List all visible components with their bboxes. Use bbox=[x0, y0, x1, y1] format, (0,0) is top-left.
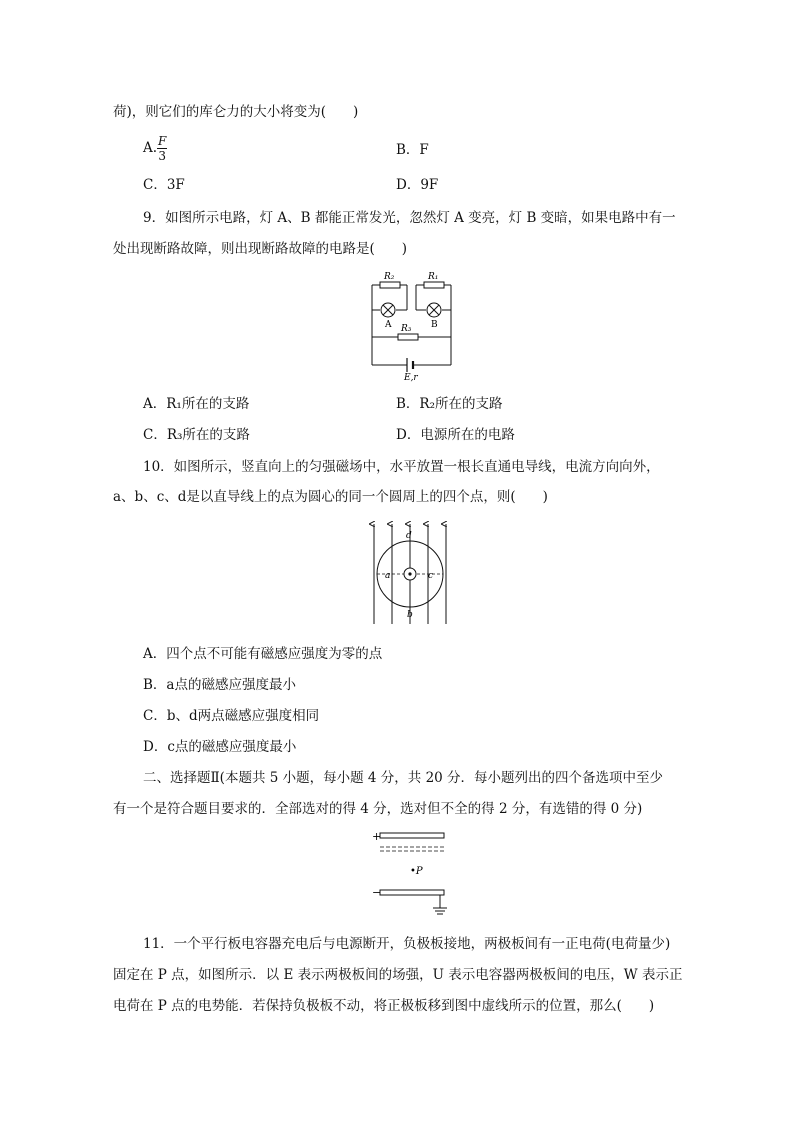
positive-plate bbox=[380, 833, 444, 838]
q9-stem-line2: 处出现断路故障，则出现断路故障的电路是( ) bbox=[113, 241, 408, 257]
circuit-diagram bbox=[360, 268, 460, 383]
label-d: d bbox=[406, 531, 412, 541]
q8-stem-tail: 荷)，则它们的库仑力的大小将变为( ) bbox=[113, 104, 359, 120]
q9-stem-line1: 9．如图所示电路，灯 A、B 都能正常发光，忽然灯 A 变亮，灯 B 变暗，如果电路中有一 bbox=[143, 210, 676, 226]
q9-option-b[interactable]: B．R₂所在的支路 bbox=[396, 396, 503, 412]
label-r3: R₃ bbox=[401, 324, 412, 334]
label-point-p: •P bbox=[410, 866, 423, 877]
label-c: c bbox=[428, 571, 434, 581]
label-source: E,r bbox=[404, 373, 418, 383]
negative-plate bbox=[380, 890, 444, 895]
q8-option-a[interactable] bbox=[143, 134, 167, 163]
ground-symbol bbox=[433, 895, 447, 914]
q10-option-c[interactable]: C．b、d两点磁感应强度相同 bbox=[143, 708, 320, 724]
battery-symbol bbox=[407, 358, 413, 372]
q10-stem-line2: a、b、c、d是以直导线上的点为圆心的同一个圆周上的四个点，则( ) bbox=[113, 489, 548, 505]
resistor-r3 bbox=[398, 334, 418, 340]
q8-option-b[interactable]: B．F bbox=[396, 142, 429, 158]
q10-stem-line1: 10．如图所示，竖直向上的匀强磁场中，水平放置一根长直通电导线，电流方向向外， bbox=[143, 459, 660, 475]
magnetic-field-diagram bbox=[364, 520, 460, 628]
q11-stem-line2: 固定在 P 点，如图所示．以 E 表示两极板间的场强，U 表示电容器两极板间的电压，W 表示正 bbox=[113, 967, 683, 983]
q9-option-c[interactable]: C．R₃所在的支路 bbox=[143, 427, 250, 443]
label-lamp-a: A bbox=[385, 320, 392, 330]
lamp-a bbox=[381, 303, 395, 317]
q11-stem-line1: 11．一个平行板电容器充电后与电源断开，负极板接地，两极板间有一正电荷(电荷量少) bbox=[143, 936, 671, 952]
current-out-symbol bbox=[404, 568, 416, 580]
label-lamp-b: B bbox=[431, 320, 438, 330]
label-plus: + bbox=[372, 830, 382, 843]
q9-option-a[interactable]: A．R₁所在的支路 bbox=[143, 396, 250, 412]
q11-stem-line3: 电荷在 P 点的电势能．若保持负极板不动，将正极板移到图中虚线所示的位置，那么( ) bbox=[113, 998, 655, 1014]
label-a: a bbox=[385, 571, 391, 581]
resistor-r2 bbox=[380, 282, 400, 288]
label-r1: R₁ bbox=[428, 272, 439, 282]
q10-option-a[interactable]: A．四个点不可能有磁感应强度为零的点 bbox=[143, 646, 383, 662]
q8-option-c[interactable]: C．3F bbox=[143, 177, 185, 193]
label-minus: − bbox=[372, 886, 382, 899]
q8-option-a-fraction bbox=[157, 134, 167, 163]
fraction-denominator: 3 bbox=[158, 149, 167, 163]
resistor-r1 bbox=[424, 282, 444, 288]
lamp-b bbox=[427, 303, 441, 317]
q10-option-d[interactable]: D．c点的磁感应强度最小 bbox=[143, 739, 297, 755]
fraction-numerator: F bbox=[158, 134, 167, 148]
q8-option-a-prefix: A. bbox=[143, 140, 158, 156]
section2-heading-line2: 有一个是符合题目要求的．全部选对的得 4 分，选对但不全的得 2 分，有选错的得 0 分) bbox=[113, 801, 643, 817]
section2-heading-line1: 二、选择题Ⅱ(本题共 5 小题，每小题 4 分，共 20 分．每小题列出的四个备选项中至少 bbox=[143, 770, 664, 786]
q8-option-d[interactable]: D．9F bbox=[396, 177, 439, 193]
label-b: b bbox=[407, 610, 413, 620]
label-r2: R₂ bbox=[384, 272, 395, 282]
q9-option-d[interactable]: D．电源所在的电路 bbox=[396, 427, 515, 443]
q10-option-b[interactable]: B．a点的磁感应强度最小 bbox=[143, 677, 296, 693]
dashed-plate-position bbox=[380, 847, 444, 851]
capacitor-diagram bbox=[370, 830, 454, 920]
